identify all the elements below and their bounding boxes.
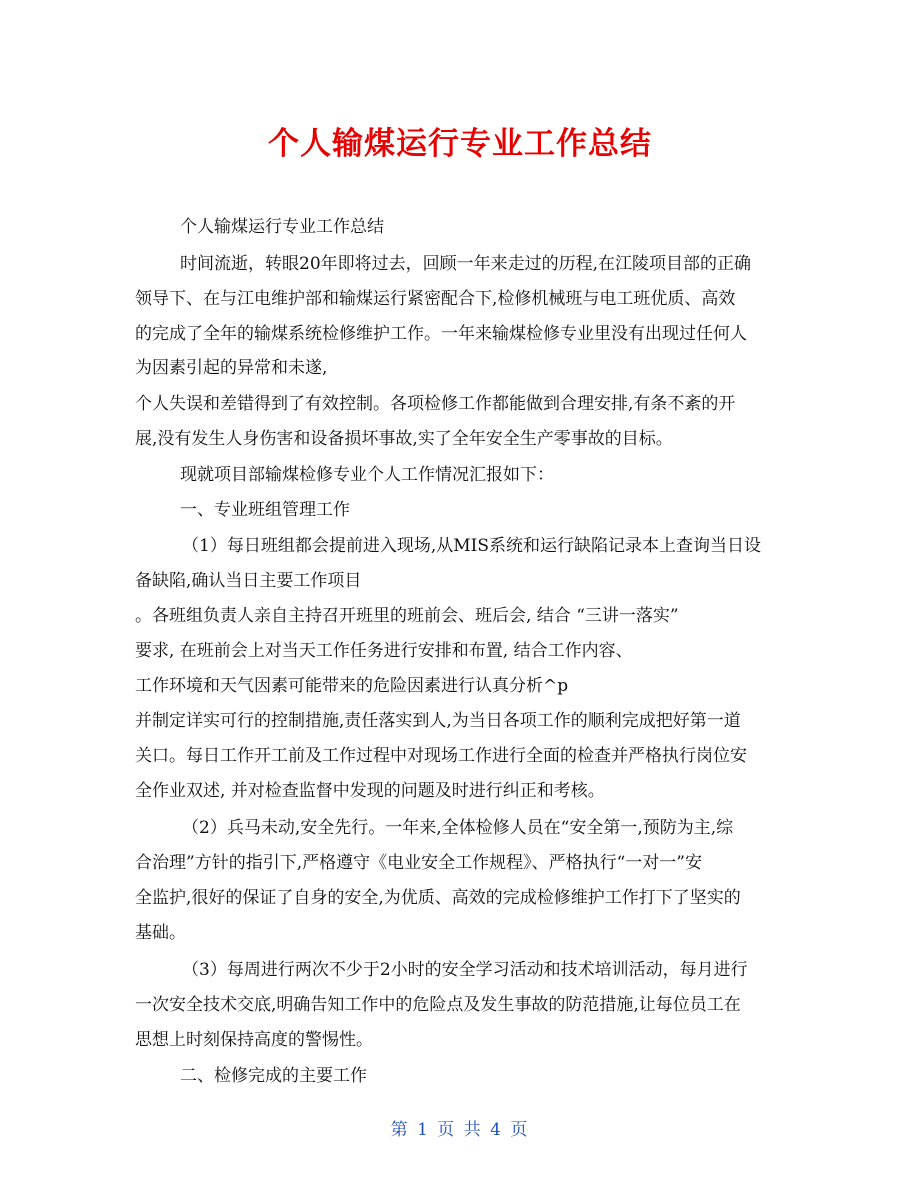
body-line: 一次安全技术交底,明确告知工作中的危险点及发生事故的防范措施,让每位员工在	[135, 995, 741, 1015]
body-line: 基础。	[135, 923, 186, 943]
body-line: 为因素引起的异常和未遂,	[135, 358, 328, 378]
section-heading: 二、检修完成的主要工作	[180, 1066, 367, 1086]
body-line: 关口。每日工作开工前及工作过程中对现场工作进行全面的检查并严格执行岗位安	[135, 746, 747, 766]
body-line: 全作业双述, 并对检查监督中发现的问题及时进行纠正和考核。	[135, 781, 605, 801]
body-line: （2）兵马未动,安全先行。一年来,全体检修人员在“安全第一,预防为主,综	[182, 818, 734, 838]
body-line: 要求, 在班前会上对当天工作任务进行安排和布置, 结合工作内容、	[135, 641, 633, 661]
body-line: 工作环境和天气因素可能带来的危险因素进行认真分析^p	[135, 676, 569, 696]
body-line: （1）每日班组都会提前进入现场,从MIS系统和运行缺陷记录本上查询当日设	[182, 536, 761, 556]
body-line: 备缺陷,确认当日主要工作项目	[135, 571, 362, 591]
body-line: 领导下、在与江电维护部和输煤运行紧密配合下,检修机械班与电工班优质、高效	[135, 289, 736, 309]
body-line: 并制定详实可行的控制措施,责任落实到人,为当日各项工作的顺利完成把好第一道	[135, 711, 741, 731]
body-line: 的完成了全年的输煤系统检修维护工作。一年来输煤检修专业里没有出现过任何人	[135, 324, 747, 344]
body-line: （3）每周进行两次不少于2小时的安全学习活动和技术培训活动，每月进行	[182, 960, 748, 980]
body-line: 时间流逝，转眼20年即将过去，回顾一年来走过的历程,在江陵项目部的正确	[180, 254, 752, 274]
body-line: 全监护,很好的保证了自身的安全,为优质、高效的完成检修维护工作打下了坚实的	[135, 888, 741, 908]
body-line: 个人失误和差错得到了有效控制。各项检修工作都能做到合理安排,有条不紊的开	[135, 394, 736, 414]
body-line: 个人输煤运行专业工作总结	[180, 217, 384, 237]
document-title: 个人输煤运行专业工作总结	[268, 126, 652, 162]
body-line: 思想上时刻保持高度的警惕性。	[135, 1030, 373, 1050]
body-line: 现就项目部输煤检修专业个人工作情况汇报如下：	[180, 465, 554, 485]
page-number: 第 1 页 共 4 页	[390, 1120, 530, 1140]
section-heading: 一、专业班组管理工作	[180, 500, 350, 520]
body-line: 。各班组负责人亲自主持召开班里的班前会、班后会, 结合 “三讲一落实”	[135, 606, 679, 626]
body-line: 展,没有发生人身伤害和设备损坏事故,实了全年安全生产零事故的目标。	[135, 429, 673, 449]
body-line: 合治理”方针的指引下,严格遵守《电业安全工作规程》、严格执行“一对一”安	[135, 853, 702, 873]
